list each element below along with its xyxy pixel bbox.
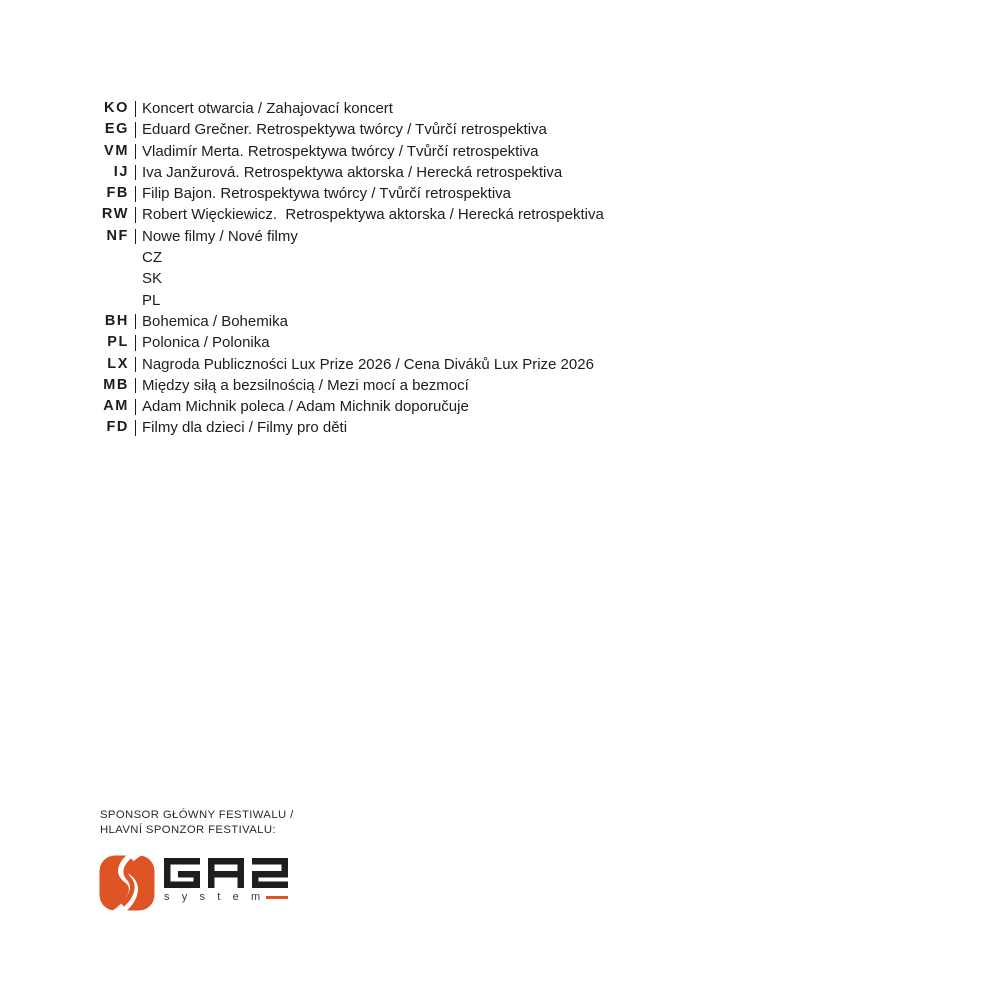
legend-separator <box>129 99 142 117</box>
legend-row <box>88 120 604 141</box>
legend-description: Między siłą a bezsilnością / Mezi mocí a bezmocí <box>142 376 469 394</box>
legend-code: NF <box>106 227 129 244</box>
legend-code: VM <box>104 142 129 159</box>
legend-separator <box>129 205 142 223</box>
legend-code: IJ <box>113 163 129 180</box>
legend-code: LX <box>107 355 129 372</box>
legend-list <box>88 99 604 440</box>
legend-description: PL <box>142 291 161 309</box>
legend-separator <box>129 312 142 330</box>
legend-description: Bohemica / Bohemika <box>142 312 288 330</box>
separator-bar-icon <box>135 378 136 394</box>
legend-row <box>88 227 604 248</box>
legend-description: Eduard Grečner. Retrospektywa twórcy / Tvůrčí retrospektiva <box>142 121 547 139</box>
legend-description: CZ <box>142 249 162 267</box>
legend-separator <box>129 418 142 436</box>
legend-row <box>88 163 604 184</box>
legend-description: Nowe filmy / Nové filmy <box>142 227 298 245</box>
gaz-wordmark <box>164 858 288 888</box>
legend-description: Iva Janžurová. Retrospektywa aktorska / Herecká retrospektiva <box>142 163 563 181</box>
legend-code <box>88 248 129 249</box>
legend-separator <box>129 376 142 394</box>
gaz-system-logotype <box>164 855 288 903</box>
legend-separator <box>129 184 142 202</box>
legend-row <box>88 333 604 354</box>
legend-row <box>88 269 604 290</box>
separator-bar-icon <box>135 229 136 245</box>
legend-row <box>88 291 604 312</box>
legend-row <box>88 184 604 205</box>
separator-bar-icon <box>135 165 136 181</box>
legend-description: Robert Więckiewicz. Retrospektywa aktorska / Herecká retrospektiva <box>142 206 604 224</box>
legend-separator <box>129 163 142 181</box>
separator-bar-icon <box>135 399 136 415</box>
legend-code: AM <box>103 398 129 415</box>
legend-row <box>88 312 604 333</box>
sponsor-note <box>100 808 294 837</box>
legend-code <box>88 291 129 292</box>
legend-description: Adam Michnik poleca / Adam Michnik doporučuje <box>142 398 469 416</box>
legend-separator <box>129 142 142 160</box>
logo-system-label: s y s t e m <box>164 891 265 903</box>
legend-description: Polonica / Polonika <box>142 334 270 352</box>
separator-bar-icon <box>135 357 136 373</box>
legend-separator <box>129 227 142 245</box>
legend-code: EG <box>104 121 129 138</box>
sponsor-line-1: SPONSOR GŁÓWNY FESTIWALU / <box>100 809 294 821</box>
legend-separator <box>129 355 142 373</box>
separator-bar-icon <box>135 207 136 223</box>
sponsor-line-2: HLAVNÍ SPONZOR FESTIVALU: <box>100 823 276 836</box>
legend-row <box>88 248 604 269</box>
legend-code: FD <box>106 419 129 436</box>
separator-bar-icon <box>135 122 136 138</box>
legend-description: Vladimír Merta. Retrospektywa twórcy / Tvůrčí retrospektiva <box>142 142 539 160</box>
legend-description: SK <box>142 270 163 288</box>
separator-bar-icon <box>135 186 136 202</box>
separator-bar-icon <box>135 314 136 330</box>
separator-bar-icon <box>135 420 136 436</box>
legend-separator <box>129 333 142 351</box>
legend-code: RW <box>101 206 129 223</box>
separator-bar-icon <box>135 144 136 160</box>
legend-row <box>88 99 604 120</box>
legend-description: Nagroda Publiczności Lux Prize 2026 / Cena Diváků Lux Prize 2026 <box>142 355 594 373</box>
legend-code: MB <box>103 376 129 393</box>
legend-code: KO <box>104 100 129 116</box>
legend-row <box>88 355 604 376</box>
legend-description: Koncert otwarcia / Zahajovací koncert <box>142 100 393 117</box>
legend-separator <box>129 120 142 138</box>
legend-code <box>88 269 129 270</box>
legend-row <box>88 418 604 439</box>
separator-bar-icon <box>135 101 136 117</box>
legend-code: FB <box>106 185 129 202</box>
legend-separator <box>129 397 142 415</box>
legend-description: Filmy dla dzieci / Filmy pro děti <box>142 419 348 437</box>
gaz-system-logo <box>99 855 288 911</box>
logo-orange-rule <box>266 896 288 899</box>
legend-code: PL <box>107 334 129 351</box>
legend-description: Filip Bajon. Retrospektywa twórcy / Tvůrčí retrospektiva <box>142 185 512 203</box>
legend-code: BH <box>104 312 129 329</box>
legend-row <box>88 376 604 397</box>
separator-bar-icon <box>135 335 136 351</box>
legend-row <box>88 397 604 418</box>
legend-row <box>88 205 604 226</box>
gaz-system-logo-mark-icon <box>99 855 155 911</box>
legend-row <box>88 142 604 163</box>
logo-system-row <box>164 891 288 903</box>
